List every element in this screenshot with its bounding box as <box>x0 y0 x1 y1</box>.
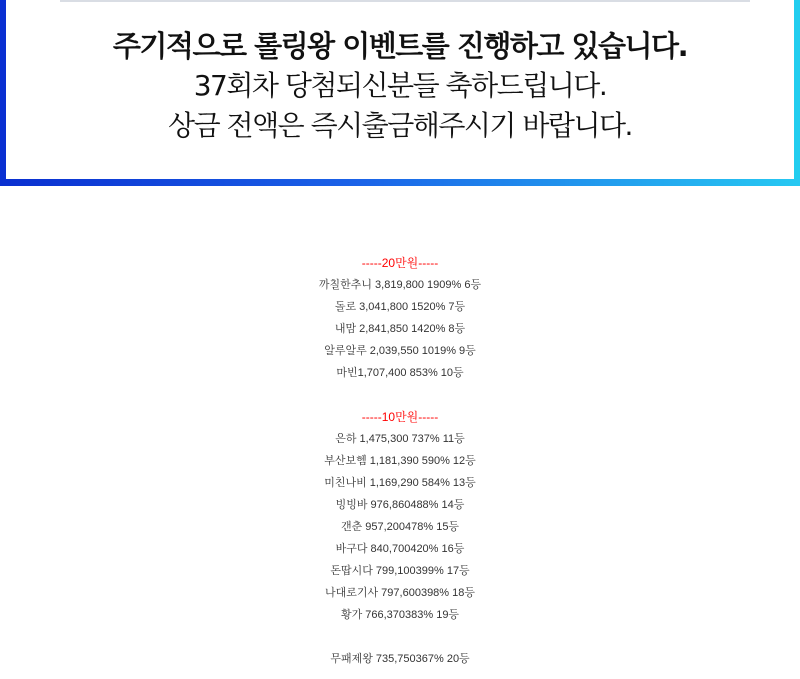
winner-entry: 알루알루 2,039,550 1019% 9등 <box>324 345 476 357</box>
winner-entry: 까칠한추니 3,819,800 1909% 6등 <box>318 279 482 291</box>
winners-list <box>0 252 800 670</box>
winner-entry: 무패제왕 735,750367% 20등 <box>330 653 470 665</box>
banner-headline: 주기적으로 롤링왕 이벤트를 진행하고 있습니다. <box>112 29 688 63</box>
winner-entry: 부산보헴 1,181,390 590% 12등 <box>324 455 476 467</box>
winner-entry: 미친나비 1,169,290 584% 13등 <box>324 477 476 489</box>
winner-entry: 황가 766,370383% 19등 <box>340 609 460 621</box>
winner-entry: 갠춘 957,200478% 15등 <box>340 521 460 533</box>
winner-entry: 은하 1,475,300 737% 11등 <box>335 433 465 445</box>
winner-entry: 돈땁시다 799,100399% 17등 <box>330 565 470 577</box>
banner-bottom-gradient <box>0 179 800 186</box>
event-banner <box>0 0 800 186</box>
winner-entry: 내맘 2,841,850 1420% 8등 <box>334 323 466 335</box>
winner-entry: 빙빙바 976,860488% 14등 <box>335 499 465 511</box>
banner-top-strip <box>60 0 750 2</box>
section-spacer <box>0 384 800 406</box>
section-title-200k: -----20만원----- <box>361 256 439 270</box>
banner-text <box>0 26 800 146</box>
section-title-100k: -----10만원----- <box>361 410 439 424</box>
winner-entry: 돌로 3,041,800 1520% 7등 <box>334 301 466 313</box>
banner-withdraw-line: 상금 전액은 즉시출금해주시기 바랍니다. <box>168 109 632 142</box>
banner-congrats-line: 37회차 당첨되신분들 축하드립니다. <box>193 69 607 102</box>
winner-entry: 나대로기사 797,600398% 18등 <box>325 587 475 599</box>
winner-entry: 바구다 840,700420% 16등 <box>335 543 465 555</box>
winner-entry: 마빈1,707,400 853% 10등 <box>336 367 464 379</box>
section-spacer <box>0 626 800 648</box>
